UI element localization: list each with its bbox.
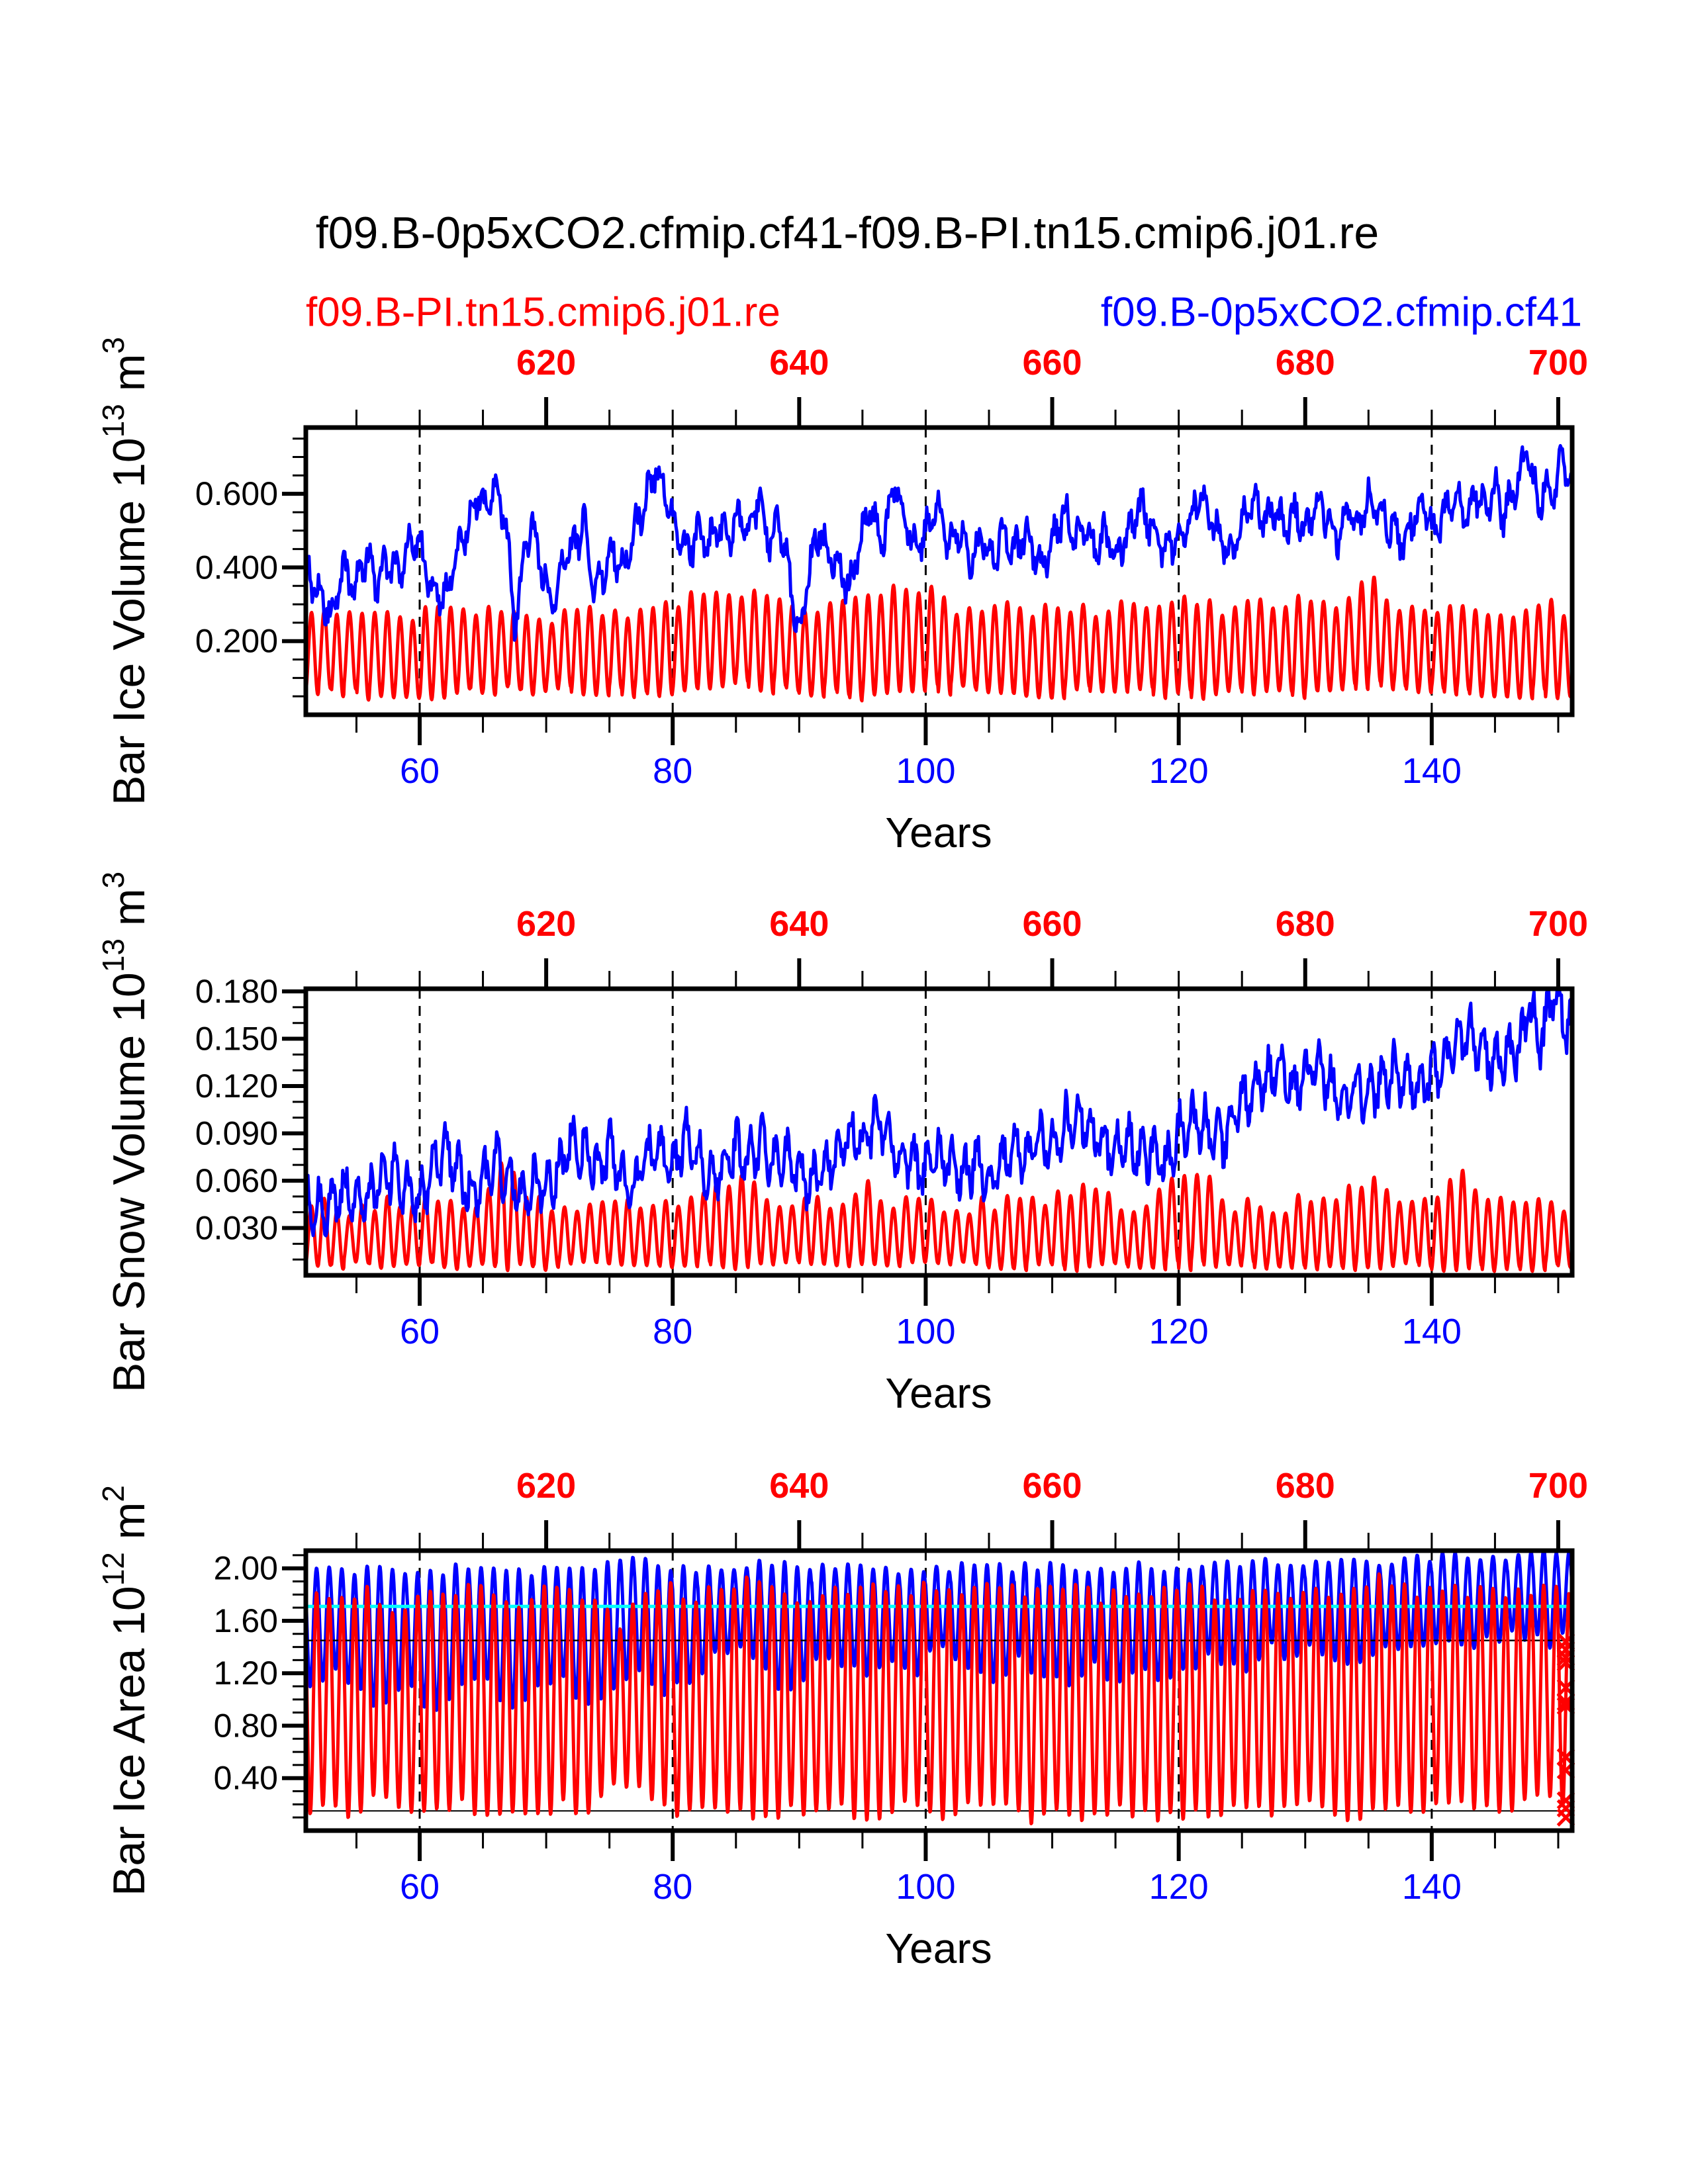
- xaxis-title-panel2: Years: [885, 1369, 992, 1417]
- x-tick-label-bottom: 80: [653, 751, 693, 791]
- legend-red-label: f09.B-PI.tn15.cmip6.j01.re: [306, 289, 780, 336]
- x-tick-label-bottom: 60: [399, 1312, 440, 1351]
- series-line-blue: [306, 445, 1572, 640]
- x-tick-label-bottom: 140: [1401, 751, 1462, 791]
- y-tick-label: 0.150: [195, 1020, 278, 1058]
- x-tick-label-bottom: 60: [399, 751, 440, 791]
- y-tick-label: 2.00: [213, 1549, 278, 1587]
- x-tick-label-top: 700: [1528, 1466, 1589, 1506]
- y-tick-label: 0.400: [195, 549, 278, 586]
- x-tick-label-top: 680: [1275, 1466, 1335, 1506]
- x-tick-label-top: 660: [1022, 343, 1082, 383]
- x-tick-label-top: 700: [1528, 343, 1589, 383]
- series-line-red: [306, 577, 1572, 701]
- x-tick-label-bottom: 100: [896, 751, 956, 791]
- x-tick-label-top: 700: [1528, 904, 1589, 944]
- y-tick-label: 0.030: [195, 1209, 278, 1247]
- x-tick-label-top: 640: [769, 904, 829, 944]
- y-axis-title-bar-snow-volume: Bar Snow Volume $10^{13}$ $m^3$: [96, 871, 154, 1393]
- panel-bar-snow-volume: [96, 872, 1588, 1392]
- x-tick-label-bottom: 60: [399, 1867, 440, 1907]
- x-tick-label-bottom: 80: [653, 1867, 693, 1907]
- x-tick-label-top: 620: [516, 343, 577, 383]
- series-line-blue: [306, 989, 1572, 1236]
- x-tick-label-top: 680: [1275, 343, 1335, 383]
- x-tick-label-bottom: 120: [1149, 1312, 1209, 1351]
- x-tick-label-top: 640: [769, 1466, 829, 1506]
- y-tick-label: 0.200: [195, 622, 278, 660]
- page-title: f09.B-0p5xCO2.cfmip.cf41-f09.B-PI.tn15.cmip6.j01.re: [315, 208, 1380, 258]
- y-tick-label: 0.180: [195, 973, 278, 1011]
- y-tick-label: 0.600: [195, 475, 278, 513]
- x-tick-label-bottom: 140: [1401, 1312, 1462, 1351]
- x-tick-label-bottom: 120: [1149, 1867, 1209, 1907]
- x-tick-label-top: 620: [516, 904, 577, 944]
- x-tick-label-bottom: 100: [896, 1867, 956, 1907]
- xaxis-title-panel1: Years: [885, 809, 992, 856]
- x-tick-label-top: 620: [516, 1466, 577, 1506]
- x-tick-label-top: 680: [1275, 904, 1335, 944]
- y-tick-label: 1.60: [213, 1602, 278, 1639]
- legend-blue-label: f09.B-0p5xCO2.cfmip.cf41: [1100, 289, 1582, 336]
- panel-bar-ice-volume: [96, 337, 1588, 805]
- y-tick-label: 0.090: [195, 1115, 278, 1152]
- x-tick-label-bottom: 120: [1149, 751, 1209, 791]
- y-axis-title-bar-ice-area: Bar Ice Area $10^{12}$ $m^2$: [96, 1484, 154, 1897]
- x-tick-label-top: 660: [1022, 904, 1082, 944]
- x-tick-label-bottom: 100: [896, 1312, 956, 1351]
- panel-bar-ice-area: [96, 1466, 1588, 1907]
- y-tick-label: 0.120: [195, 1068, 278, 1105]
- y-tick-label: 0.40: [213, 1759, 278, 1797]
- panels-group: [96, 337, 1588, 1907]
- y-tick-label: 1.20: [213, 1655, 278, 1692]
- x-tick-label-top: 660: [1022, 1466, 1082, 1506]
- y-axis-title-bar-ice-volume: Bar Ice Volume $10^{13}$ $m^3$: [96, 337, 154, 805]
- series-line-red: [306, 1163, 1572, 1271]
- x-tick-label-top: 640: [769, 343, 829, 383]
- xaxis-title-panel3: Years: [885, 1925, 992, 1972]
- y-tick-label: 0.060: [195, 1162, 278, 1200]
- y-tick-label: 0.80: [213, 1707, 278, 1745]
- series-line-red: [306, 1574, 1572, 1823]
- x-tick-label-bottom: 80: [653, 1312, 693, 1351]
- x-tick-label-bottom: 140: [1401, 1867, 1462, 1907]
